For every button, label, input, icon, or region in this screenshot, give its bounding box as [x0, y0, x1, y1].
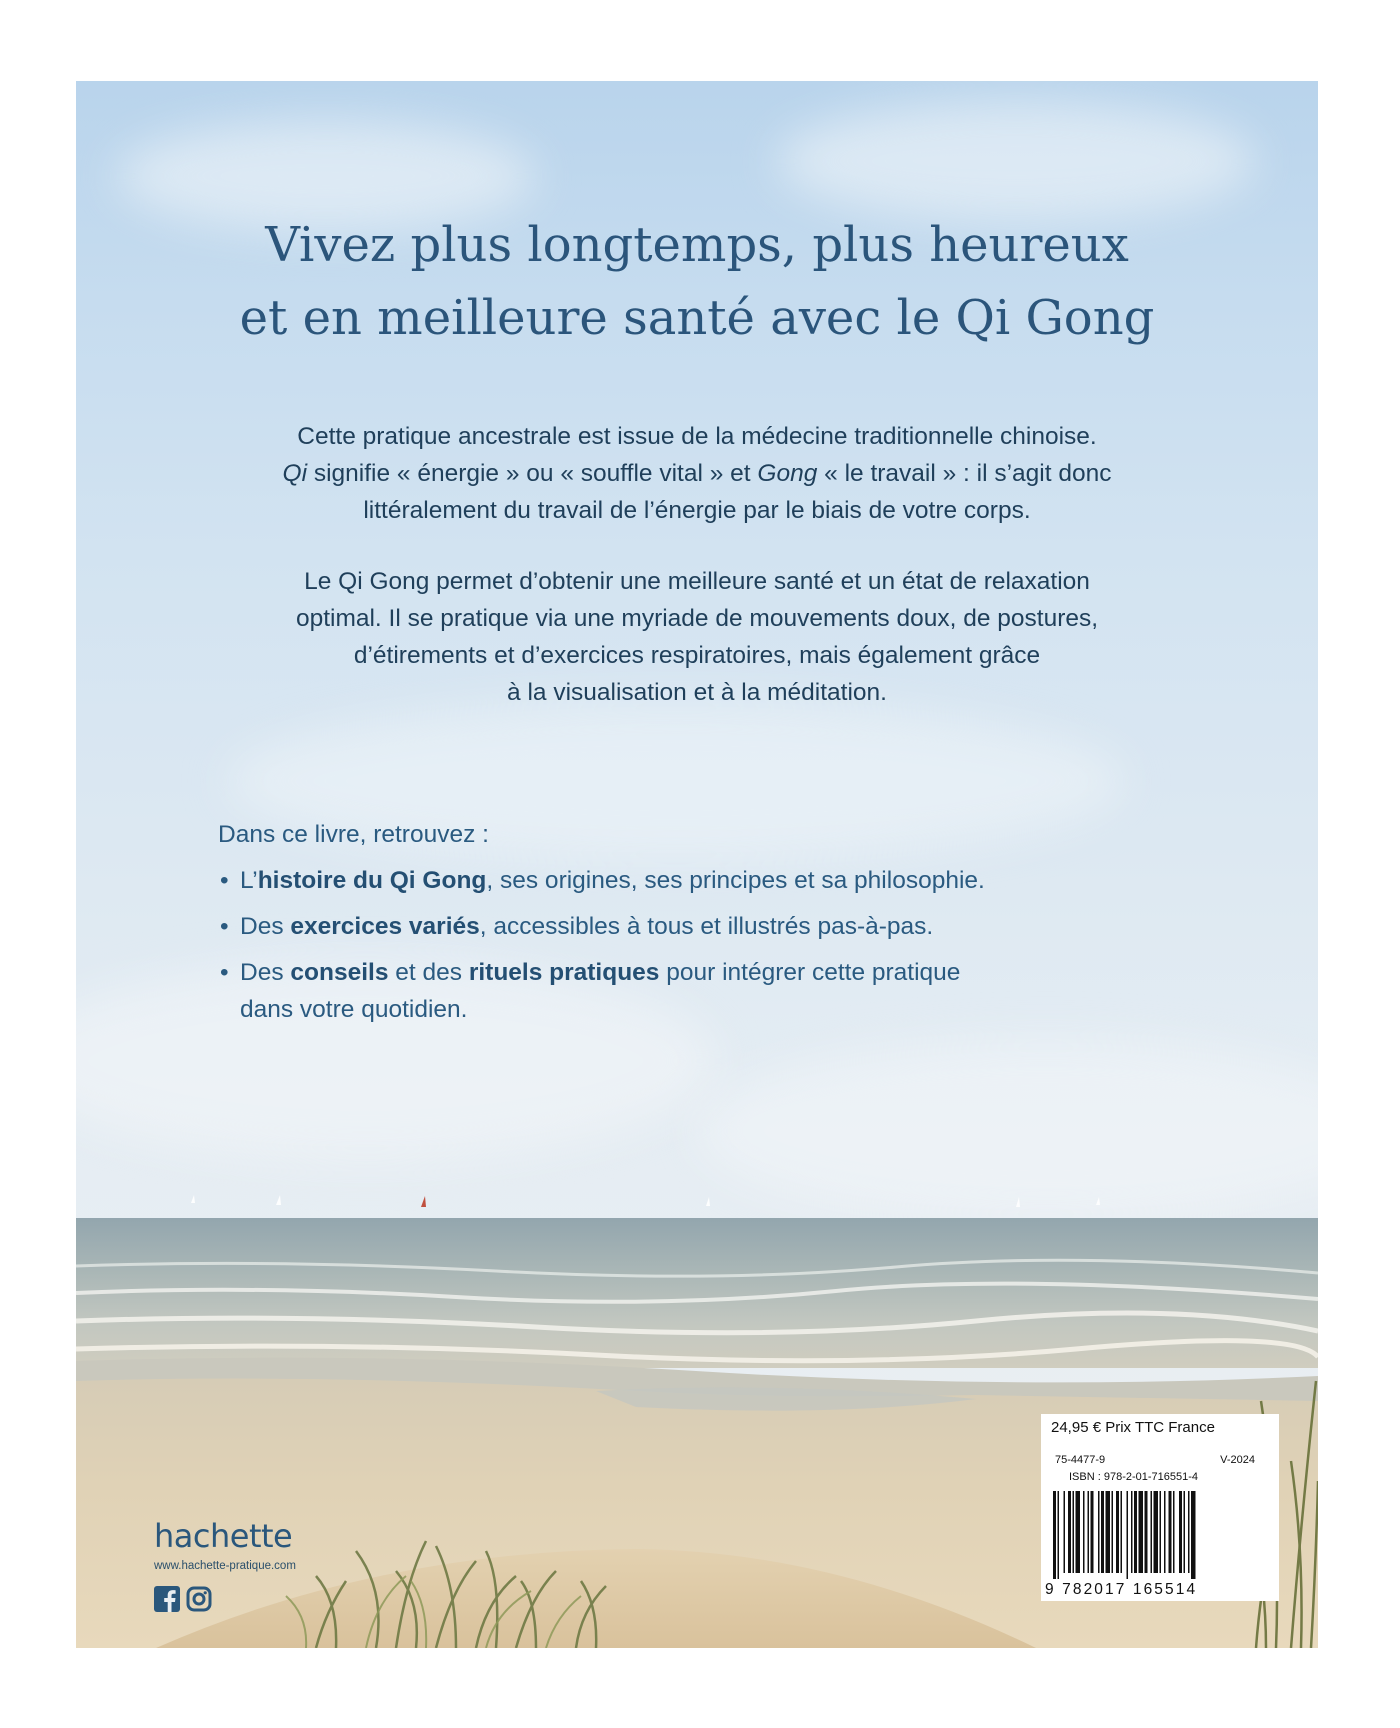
intro-text-segment: Le Qi Gong permet d’obtenir une meilleure santé et un état de relaxation — [304, 568, 1090, 595]
isbn-label: ISBN : 978-2-01-716551-4 — [1069, 1471, 1199, 1483]
list-text: Des — [240, 959, 291, 986]
barcode-bar — [1121, 1491, 1123, 1573]
intro-text-segment: « le travail » : il s’agit donc — [817, 460, 1112, 487]
feature-list — [218, 862, 1178, 1028]
list-text: L’ — [240, 867, 258, 894]
list-text: pour intégrer cette pratique — [659, 959, 961, 986]
publisher-website[interactable]: www.hachette-pratique.com — [154, 1560, 296, 1572]
intro-text — [172, 418, 1222, 745]
list-item — [218, 908, 1178, 945]
product-code: 75-4477-9 — [1055, 1454, 1106, 1466]
barcode-digits: 9 782017 165514 — [1045, 1581, 1198, 1598]
price-label: 24,95 € Prix TTC France — [1051, 1419, 1215, 1436]
bullet: • — [220, 913, 229, 940]
back-cover — [76, 81, 1318, 1648]
gong-term: Gong — [757, 460, 818, 487]
intro-paragraph-2 — [172, 563, 1222, 711]
barcode — [1051, 1491, 1269, 1579]
title-line: Vivez plus longtemps, plus heureux — [265, 217, 1129, 273]
intro-text-segment: littéralement du travail de l’énergie par le biais de votre corps. — [363, 497, 1031, 524]
barcode-bar — [1151, 1491, 1153, 1573]
barcode-bar — [1164, 1491, 1166, 1573]
cover-title — [76, 209, 1318, 355]
list-text: Des — [240, 913, 291, 940]
intro-text-segment: optimal. Il se pratique via une myriade de mouvements doux, de postures, — [295, 605, 1099, 632]
barcode-bar — [1058, 1491, 1060, 1579]
barcode-bar — [1116, 1491, 1119, 1573]
barcode-bar — [1134, 1491, 1137, 1573]
social-icons — [154, 1586, 296, 1612]
intro-text-segment: Cette pratique ancestrale est issue de la médecine traditionnelle chinoise. — [297, 423, 1097, 450]
list-highlight: rituels pratiques — [468, 959, 660, 986]
price-barcode-box — [1041, 1414, 1279, 1601]
barcode-bar — [1112, 1491, 1114, 1573]
publisher-logo: hachette — [154, 1517, 293, 1555]
barcode-bar — [1101, 1491, 1104, 1573]
barcode-bar — [1169, 1491, 1172, 1573]
barcode-bar — [1064, 1491, 1066, 1573]
list-item — [218, 862, 1178, 899]
barcode-bar — [1173, 1491, 1175, 1573]
list-highlight: conseils — [290, 959, 389, 986]
list-highlight: exercices variés — [290, 913, 480, 940]
barcode-bar — [1160, 1491, 1162, 1573]
barcode-bar — [1139, 1491, 1144, 1573]
list-highlight: histoire du Qi Gong — [257, 867, 487, 894]
barcode-bar — [1106, 1491, 1111, 1573]
product-codes — [1055, 1452, 1255, 1469]
barcode-bar — [1184, 1491, 1186, 1573]
intro-text-segment: d’étirements et d’exercices respiratoires, mais également grâce — [353, 642, 1041, 669]
title-line: et en meilleure santé avec le Qi Gong — [239, 290, 1155, 346]
intro-text-segment: signifie « énergie » ou « souffle vital » et — [307, 460, 758, 487]
barcode-bar — [1076, 1491, 1081, 1573]
list-text: et des — [388, 959, 469, 986]
barcode-bar — [1098, 1491, 1100, 1573]
barcode-bar — [1179, 1491, 1182, 1573]
list-text: , accessibles à tous et illustrés pas-à-pas. — [479, 913, 934, 940]
edition-version: V-2024 — [1220, 1454, 1255, 1466]
barcode-bar — [1091, 1491, 1094, 1573]
feature-list-block — [218, 816, 1178, 1037]
list-item — [218, 954, 1178, 1028]
barcode-bar — [1083, 1491, 1085, 1573]
barcode-bar — [1154, 1491, 1159, 1573]
publisher-block — [154, 1518, 296, 1612]
feature-list-intro: Dans ce livre, retrouvez : — [218, 821, 489, 848]
bullet: • — [220, 867, 229, 894]
barcode-bar — [1131, 1491, 1133, 1573]
barcode-bar — [1068, 1491, 1071, 1573]
list-text: dans votre quotidien. — [240, 996, 468, 1023]
barcode-bar — [1073, 1491, 1075, 1573]
barcode-bar — [1053, 1491, 1056, 1579]
barcode-bar — [1145, 1491, 1148, 1573]
instagram-icon[interactable] — [186, 1586, 212, 1612]
list-text: , ses origines, ses principes et sa philosophie. — [486, 867, 985, 894]
intro-paragraph-1 — [172, 418, 1222, 529]
facebook-icon[interactable] — [154, 1586, 180, 1612]
barcode-bar — [1127, 1491, 1129, 1579]
barcode-bar — [1188, 1491, 1190, 1573]
qi-term: Qi — [282, 460, 308, 487]
bullet: • — [220, 959, 229, 986]
barcode-bar — [1088, 1491, 1090, 1573]
intro-text-segment: à la visualisation et à la méditation. — [507, 679, 887, 706]
barcode-bar — [1191, 1491, 1196, 1579]
